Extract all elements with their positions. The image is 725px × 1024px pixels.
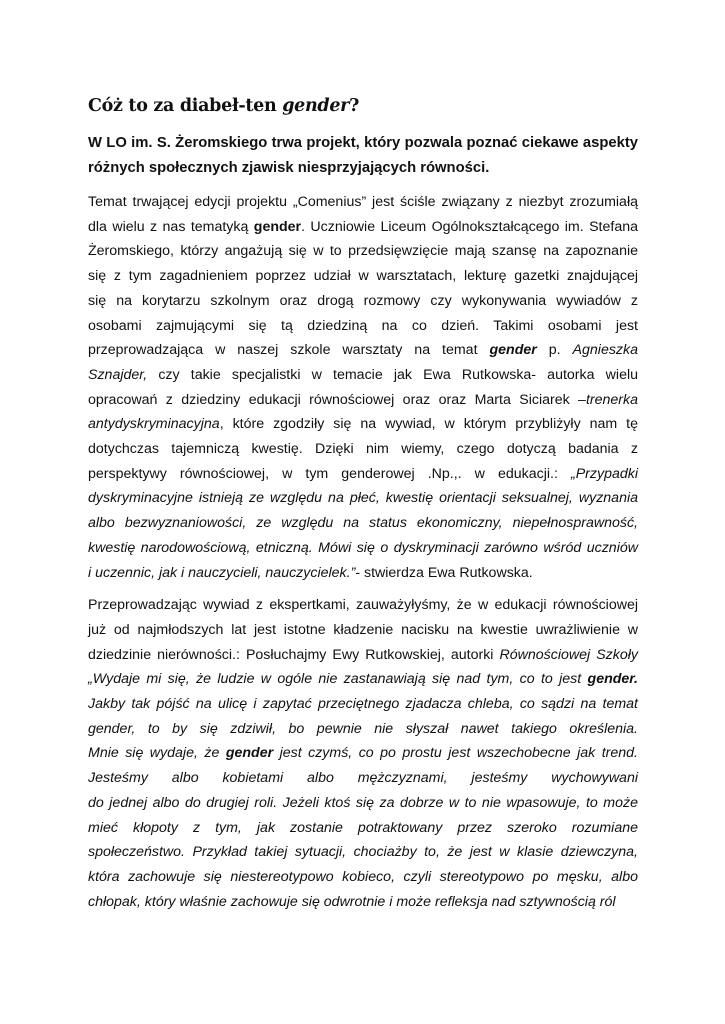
emphasized-run: Sznajder, [88,366,148,383]
text-line [88,215,638,240]
emphasized-run: „Wydaje mi się, że ludzie w ogóle nie zastanawiają się nad tym, co to jest [88,671,588,688]
emphasized-run: , co sądzi na temat [509,696,639,713]
emphasized-run: mieć kłopoty z tym, jak zostanie potraktowany przez szeroko rozumiane [88,819,638,836]
text-line [88,890,638,915]
emphasized-run: antydyskryminacyjna [88,416,220,433]
title-question-mark: ? [349,96,360,116]
emphasized-run: Jesteśmy albo kobietami albo mężczyznami, jesteśmy wychowywani [88,770,638,787]
text-run: p. [536,342,573,359]
text-line [88,511,638,536]
text-run: - stwierdza Ewa Rutkowska. [355,564,533,581]
emphasized-run: gender [489,342,537,359]
text-line [88,314,638,339]
text-line [88,338,638,363]
emphasized-run: społeczeństwo. Przykład takiej sytuacji, chociażby to, że jest w klasie dziewczyna, [88,844,638,861]
emphasized-run: Jakby tak pójść na ulicę i zapytać przeciętnego zjadacza chleba [88,696,510,713]
text-line [88,766,638,791]
text-run: osobami zajmującymi się tą dziedziną na co dzień. Takimi osobami jest [88,317,638,334]
text-run: dziedzinie nierówności.: Posłuchajmy Ewy Rutkowskiej, autorki [88,646,500,663]
text-line [88,840,638,865]
text-run: się na korytarzu szkolnym oraz drogą rozmowy czy wykonywania wywiadów z [88,292,638,309]
body-paragraph-2 [88,593,638,914]
text-run: opracowań z dziedziny edukacji równościowej oraz oraz Marta Siciarek – [88,391,586,408]
text-line [88,536,638,561]
text-run: przeprowadzająca w naszej szkole warsztaty na temat [88,342,490,359]
text-run: . Uczniowie Liceum Ogólnokształcącego im. Stefana [301,218,638,235]
title-italic-word: gender [282,96,350,116]
emphasized-run: kwestię narodowościową, etniczną. Mówi się o dyskryminacji zarówno wśród uczniów [88,539,638,556]
text-run: Żeromskiego, którzy angażują się w to przedsięwzięcie mają szansę na zapoznanie [88,243,638,260]
text-line [88,618,638,643]
emphasized-run: gender, to by się zdziwił, bo pewnie nie słyszał nawet takiego określenia. [88,720,638,737]
text-line [88,289,638,314]
text-run: się z tym zagadnieniem poprzez udział w warsztatach, lekturę gazetki znajdującej [88,268,638,285]
body-paragraph-1 [88,190,638,585]
text-line [88,462,638,487]
text-line [88,486,638,511]
emphasized-run: Równościowej Szkoły [499,646,638,663]
text-line [88,816,638,841]
text-line [88,593,638,618]
text-line [88,865,638,890]
text-line [88,437,638,462]
text-line [88,264,638,289]
text-line [88,388,638,413]
emphasized-run: Mnie się wydaje, że [88,745,226,762]
emphasized-run: gender. [587,671,638,688]
emphasized-run: do jednej albo do drugiej roli. Jeżeli ktoś się za dobrze w to nie wpasowuje, to może [88,794,638,811]
text-line [88,643,638,668]
emphasized-run: jest czymś, co po prostu jest wszechobecne jak trend. [273,745,638,762]
text-run: czy takie specjalistki w temacie jak Ewa Rutkowska- autorka wielu [147,366,638,383]
emphasized-run: trenerka [585,391,638,408]
text-run: już od najmłodszych lat jest istotne kładzenie nacisku na kwestie uwrażliwienie w [88,621,638,638]
emphasized-run: gender [225,745,274,762]
emphasized-run: albo bezwyznaniowości, ze względu na status ekonomiczny, niepełnosprawność, [88,515,638,532]
text-run: dotychczas tajemniczą kwestię. Dzięki nim wiemy, czego dotyczą badania z [88,441,638,458]
title-text: Cóż to za diabeł-ten [88,96,283,116]
emphasized-run: która zachowuje się niestereotypowo kobieco, czyli stereotypowo po męsku, albo [88,868,638,885]
emphasized-run: dyskryminacyjne istnieją ze względu na płeć, kwestię orientacji seksualnej, wyznania [88,490,638,507]
text-run: Temat trwającej edycji projektu „Comenius” jest ściśle związany z niezbyt zrozumiałą [88,194,638,210]
text-line [88,717,638,742]
document-page [88,95,638,922]
emphasized-run: Agnieszka [572,342,639,359]
emphasized-run: chłopak, który właśnie zachowuje się odwrotnie i może refleksja nad sztywnością ról [88,893,616,910]
text-line [88,791,638,816]
lead-paragraph [88,131,638,180]
text-line [88,561,638,586]
text-run: perspektywy równościowej, w tym genderowej .Np.,. w edukacji.: [88,465,571,482]
emphasized-run: „Przypadki [570,465,638,482]
text-line [88,239,638,264]
text-line [88,363,638,388]
lead-line: W LO im. S. Żeromskiego trwa projekt, który pozwala poznać ciekawe aspekty [88,135,638,151]
lead-line: różnych społecznych zjawisk niesprzyjających równości. [88,159,490,176]
emphasized-run: i uczennic, jak i nauczycieli, nauczycielek.” [88,564,356,581]
article-title [88,95,638,117]
emphasized-run: gender [253,218,302,235]
text-line [88,190,638,215]
text-run: dla wielu z nas tematyką [88,218,254,235]
text-run: Przeprowadzając wywiad z ekspertkami, zauważyłyśmy, że w edukacji równościowej [88,597,638,614]
text-line [88,692,638,717]
text-line [88,741,638,766]
text-line [88,412,638,437]
text-run: , które zgodziły się na wywiad, w którym przybliżyły nam tę [219,416,638,433]
text-line [88,667,638,692]
